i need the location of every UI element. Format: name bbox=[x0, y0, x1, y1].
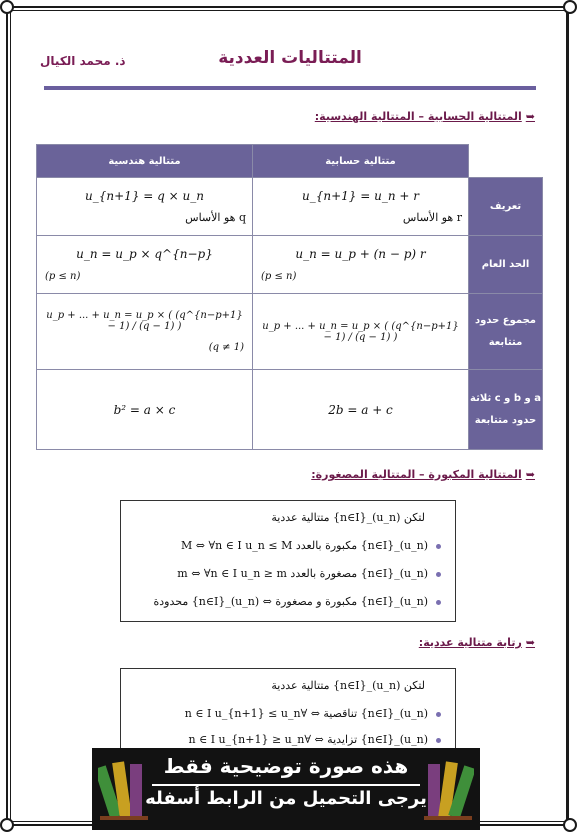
geom-three-terms-cell bbox=[37, 370, 253, 450]
box-intro: لتكن (u_n)_{n∈I} متتالية عددية bbox=[271, 511, 425, 524]
author-name: ذ. محمد الكيال bbox=[40, 54, 126, 68]
preview-watermark-banner bbox=[92, 748, 480, 830]
row-header-definition: تعريف bbox=[469, 178, 543, 236]
row-header-three-terms: a و b و c ثلاثة حدود متتابعة bbox=[469, 370, 543, 450]
geom-sum-cell bbox=[37, 294, 253, 370]
list-item-text: (u_n)_{n∈I} مكبورة بالعدد M ⇔ ∀n ∈ I u_n ≤ M bbox=[181, 539, 428, 552]
page-title: المتتاليات العددية bbox=[218, 48, 362, 68]
corner-ornament bbox=[0, 818, 14, 832]
arrow-icon: ➥ bbox=[525, 110, 535, 123]
bullet-icon bbox=[436, 712, 441, 717]
section-heading-text: رتابة متتالية عددية: bbox=[418, 636, 522, 649]
bullet-icon bbox=[436, 572, 441, 577]
list-item-text: (u_n)_{n∈I} تزايدية ⇔ ∀n ∈ I u_{n+1} ≥ u_n bbox=[188, 733, 428, 746]
geom-general-term-formula: u_n = u_p × q^{n−p} bbox=[76, 247, 213, 261]
arith-sum-formula: u_p + ... + u_n = u_p × ( (q^{n−p+1} − 1) / (q − 1) ) bbox=[262, 320, 459, 343]
bounded-definitions-box bbox=[120, 500, 456, 622]
arrow-icon: ➥ bbox=[525, 468, 535, 481]
arith-definition-formula: u_{n+1} = u_n + r bbox=[302, 189, 419, 203]
list-item bbox=[131, 595, 441, 608]
arith-general-term-condition: (p ≤ n) bbox=[261, 271, 297, 282]
geom-general-term-cell bbox=[37, 236, 253, 294]
section-heading-text: المتتالية المكبورة – المتتالية المصغورة: bbox=[311, 468, 522, 481]
geom-definition-cell bbox=[37, 178, 253, 236]
banner-line-1: هذه صورة توضيحية فقط bbox=[163, 754, 409, 778]
row-header-sum: مجموع حدود متتابعة bbox=[469, 294, 543, 370]
geom-three-terms-formula: b² = a × c bbox=[113, 402, 176, 417]
corner-ornament bbox=[563, 0, 577, 14]
list-item-text: (u_n)_{n∈I} مكبورة و مصغورة ⇔ (u_n)_{n∈I} محدودة bbox=[153, 595, 428, 608]
list-item bbox=[131, 567, 441, 580]
section-heading-arith-geom bbox=[315, 110, 535, 123]
arith-definition-cell bbox=[253, 178, 469, 236]
bullet-icon bbox=[436, 738, 441, 743]
banner-line-2: يرجى التحميل من الرابط أسفله bbox=[145, 788, 427, 809]
list-item bbox=[131, 707, 441, 720]
box-intro: لتكن (u_n)_{n∈I} متتالية عددية bbox=[271, 679, 425, 692]
corner-ornament bbox=[563, 818, 577, 832]
bullet-icon bbox=[436, 600, 441, 605]
list-item-text: (u_n)_{n∈I} تناقصية ⇔ ∀n ∈ I u_{n+1} ≤ u_n bbox=[184, 707, 428, 720]
list-item-text: (u_n)_{n∈I} مصغورة بالعدد m ⇔ ∀n ∈ I u_n ≥ m bbox=[177, 567, 428, 580]
bullet-icon bbox=[436, 544, 441, 549]
geom-general-term-condition: (p ≤ n) bbox=[45, 271, 81, 282]
list-item bbox=[131, 733, 441, 746]
corner-ornament bbox=[0, 0, 14, 14]
geom-sum-formula: u_p + ... + u_n = u_p × ( (q^{n−p+1} − 1) / (q − 1) ) bbox=[46, 310, 243, 332]
row-header-general-term: الحد العام bbox=[469, 236, 543, 294]
column-header-geometric: متتالية هندسية bbox=[37, 145, 253, 178]
section-heading-text: المتتالية الحسابية – المتتالية الهندسية: bbox=[314, 110, 522, 123]
title-divider bbox=[44, 86, 536, 90]
arith-general-term-cell bbox=[253, 236, 469, 294]
column-header-arithmetic: متتالية حسابية bbox=[253, 145, 469, 178]
geom-definition-note: q هو الأساس bbox=[185, 211, 246, 224]
arrow-icon: ➥ bbox=[525, 636, 535, 649]
arith-general-term-formula: u_n = u_p + (n − p) r bbox=[295, 247, 426, 261]
geom-sum-condition: (q ≠ 1) bbox=[208, 342, 244, 353]
section-heading-bounded bbox=[311, 468, 535, 481]
arith-sum-cell bbox=[253, 294, 469, 370]
table-corner bbox=[469, 145, 543, 178]
sequences-table bbox=[36, 144, 543, 450]
banner-divider bbox=[152, 784, 420, 786]
list-item bbox=[131, 539, 441, 552]
arith-three-terms-formula: 2b = a + c bbox=[328, 402, 393, 417]
arith-three-terms-cell bbox=[253, 370, 469, 450]
section-heading-monotonic bbox=[419, 636, 535, 649]
arith-definition-note: r هو الأساس bbox=[402, 211, 462, 224]
geom-definition-formula: u_{n+1} = q × u_n bbox=[85, 189, 204, 203]
